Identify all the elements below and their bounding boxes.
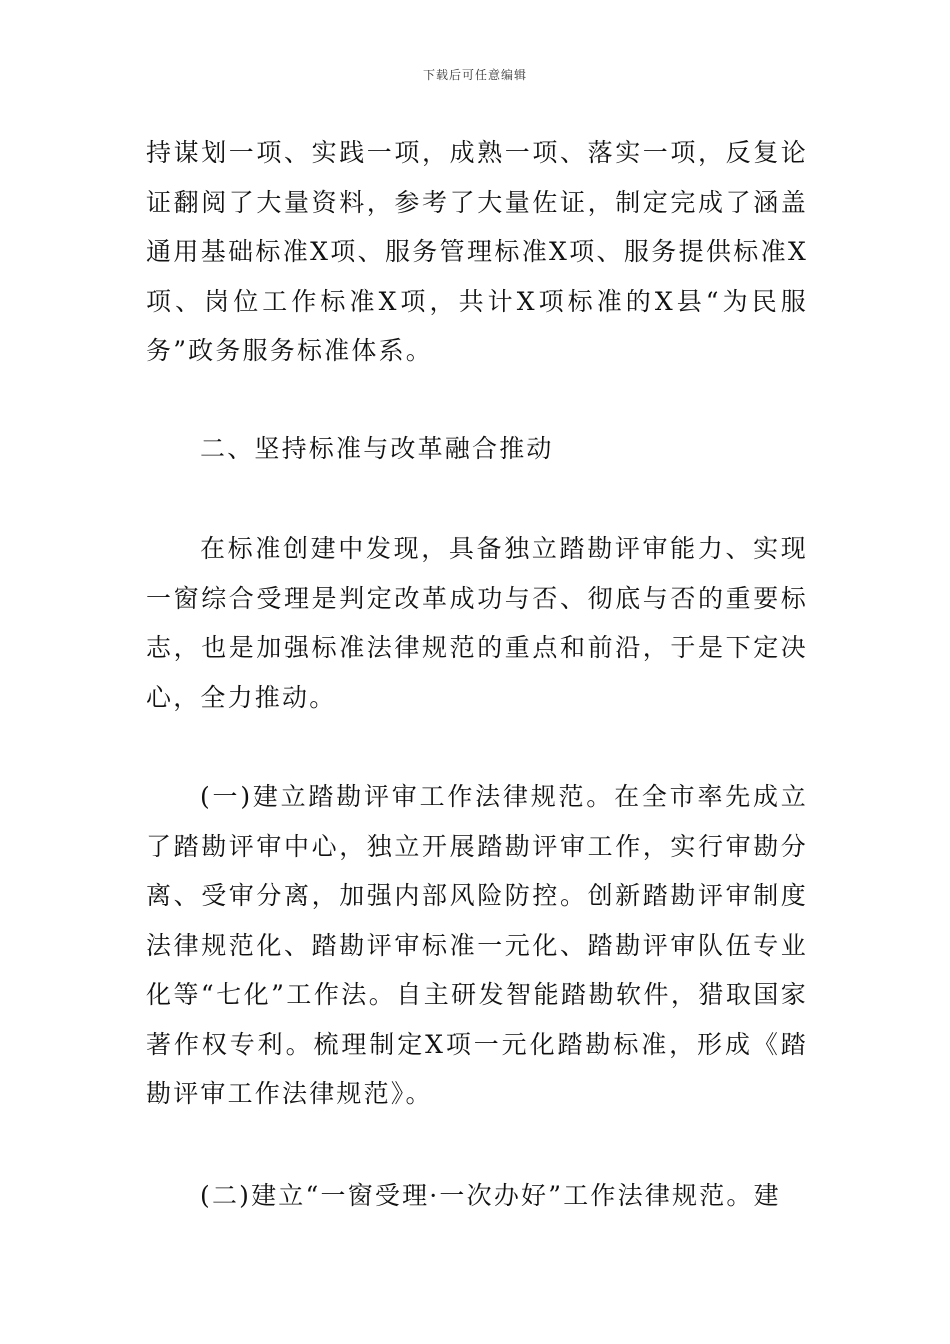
paragraph-one-window: (二)建立“一窗受理·一次办好”工作法律规范。建 xyxy=(200,1181,781,1210)
section-heading: 二、坚持标准与改革融合推动 xyxy=(200,434,554,463)
paragraph-survey-review: (一)建立踏勘评审工作法律规范。在全市率先成立了踏勘评审中心，独立开展踏勘评审工作，实行审勘分离、受审分离，加强内部风险防控。创新踏勘评审制度法律规范化、踏勘评审标准一元化、踏勘评审队伍专业化等“七化”工作法。自主研发智能踏勘软件，猎取国家著作权专利。梳理制定X项一元化踏勘标准，形成《踏勘评审工作法律规范》。 xyxy=(146,782,808,1108)
paragraph-reform-intro: 在标准创建中发现，具备独立踏勘评审能力、实现一窗综合受理是判定改革成功与否、彻底与否的重要标志，也是加强标准法律规范的重点和前沿，于是下定决心，全力推动。 xyxy=(146,534,808,712)
paragraph-standards-system: 持谋划一项、实践一项，成熟一项、落实一项，反复论证翻阅了大量资料，参考了大量佐证，制定完成了涵盖通用基础标准X项、服务管理标准X项、服务提供标准X项、岗位工作标准X项，共计X项标准的X县“为民服务”政务服务标准体系。 xyxy=(146,138,808,365)
page-header: 下载后可任意编辑 xyxy=(422,68,527,82)
